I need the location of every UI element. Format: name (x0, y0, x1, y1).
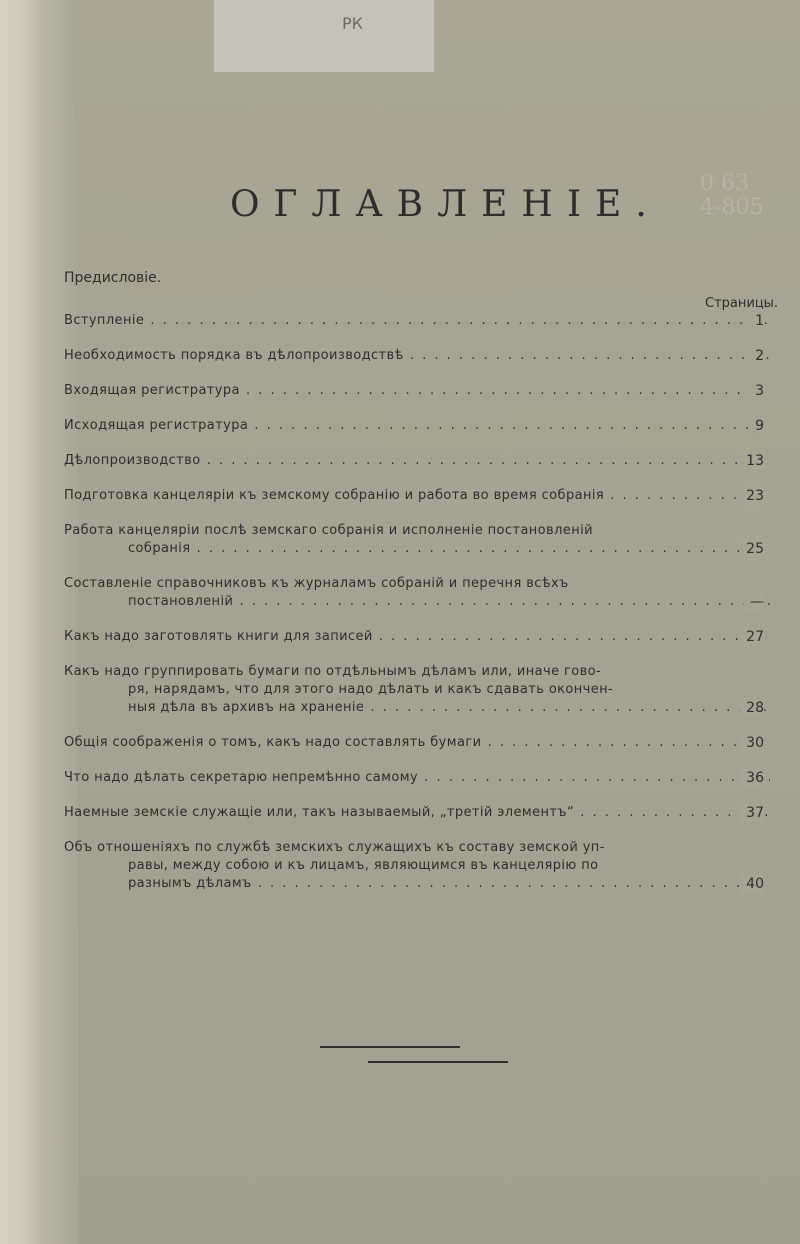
toc-entry (64, 347, 770, 365)
pencil-mark-line-2: 4-805 (700, 195, 764, 221)
toc-page-number: 23 (740, 487, 764, 505)
pencil-mark-line-1: 0 63 (700, 171, 749, 196)
toc-page-number: 36 (740, 769, 764, 787)
toc-page-number: 28 (740, 699, 764, 717)
toc-entry-text-line: Работа канцеляріи послѣ земскаго собранія и исполненіе постановленій (64, 523, 593, 538)
toc-entry-text-line: Общія соображенія о томъ, какъ надо составлять бумаги . . . (64, 734, 770, 752)
toc-entry-text-line: ныя дѣла въ архивъ на храненіе . . . (64, 699, 770, 717)
toc-entry-text-line: ря, нарядамъ, что для этого надо дѣлать и какъ сдавать окончен- (128, 682, 614, 697)
closing-rule-lower (368, 1061, 508, 1063)
toc-entry-text-line: Что надо дѣлать секретарю непремѣнно самому . . . (64, 769, 770, 787)
toc-entry (64, 487, 770, 505)
pages-column-header: Страницы. (705, 296, 779, 311)
toc-page-number: 40 (740, 875, 764, 893)
page-title: ОГЛАВЛЕНІЕ. (230, 184, 661, 225)
toc-entry (64, 769, 770, 787)
pencil-shelf-mark (700, 172, 763, 220)
toc-entry-text-line: Входящая регистратура . . . (64, 382, 770, 400)
toc-entry-text-line: Наемные земскіе служащіе или, такъ называемый, „третій элементъ“ . . . (64, 804, 770, 822)
toc-entry (64, 382, 770, 400)
toc-entry-text-line: Вступленіе . . . (64, 312, 770, 330)
toc-page-number: 30 (740, 734, 764, 752)
toc-entry (64, 628, 770, 646)
toc-entry-text-line: Подготовка канцеляріи къ земскому собранію и работа во время собранія . . . (64, 487, 770, 505)
paper-label-stub (214, 0, 434, 73)
toc-entry (64, 839, 770, 893)
toc-entry-text-line: Исходящая регистратура . . . (64, 417, 770, 435)
toc-entry (64, 804, 770, 822)
toc-entry (64, 575, 770, 611)
toc-entry (64, 312, 770, 330)
toc-page-number: 37 (740, 804, 764, 822)
toc-page-number: 13 (740, 452, 764, 470)
toc-page-number: 3 (749, 382, 764, 400)
toc-page-number: 2 (749, 347, 764, 365)
toc-entry (64, 663, 770, 717)
toc-entry-text-line: Объ отношеніяхъ по службѣ земскихъ служащихъ къ составу земской уп- (64, 840, 605, 855)
toc-entry-text-line: Дѣлопроизводство . . . (64, 452, 770, 470)
toc-entry-text-line: Необходимость порядка въ дѣлопроизводствѣ . . . (64, 347, 770, 365)
toc-page-number: 1 (749, 312, 764, 330)
toc-page-number: — (744, 593, 764, 611)
toc-entry-text-line: разнымъ дѣламъ . . . (64, 875, 770, 893)
toc-page-number: 27 (740, 628, 764, 646)
toc-entry-preface: Предисловіе. (64, 270, 162, 286)
toc-entry-text-line: Какъ надо группировать бумаги по отдѣльнымъ дѣламъ или, иначе гово- (64, 664, 602, 679)
closing-rule-upper (320, 1046, 460, 1048)
toc-entry (64, 522, 770, 558)
toc-entry-text-line: собранія . . . (64, 540, 770, 558)
toc-page-number: 9 (749, 417, 764, 435)
toc-entry-text-line: Какъ надо заготовлять книги для записей . . . (64, 628, 770, 646)
toc-entry (64, 452, 770, 470)
toc-entry (64, 734, 770, 752)
stamp-handwriting: РК (342, 14, 364, 33)
toc-entry (64, 417, 770, 435)
toc-entry-text-line: постановленій . . . (64, 593, 770, 611)
toc-page-number: 25 (740, 540, 764, 558)
table-of-contents (64, 312, 770, 910)
toc-entry-text-line: Составленіе справочниковъ къ журналамъ собраній и перечня всѣхъ (64, 576, 569, 591)
toc-entry-text-line: равы, между собою и къ лицамъ, являющимся въ канцелярію по (128, 858, 599, 873)
